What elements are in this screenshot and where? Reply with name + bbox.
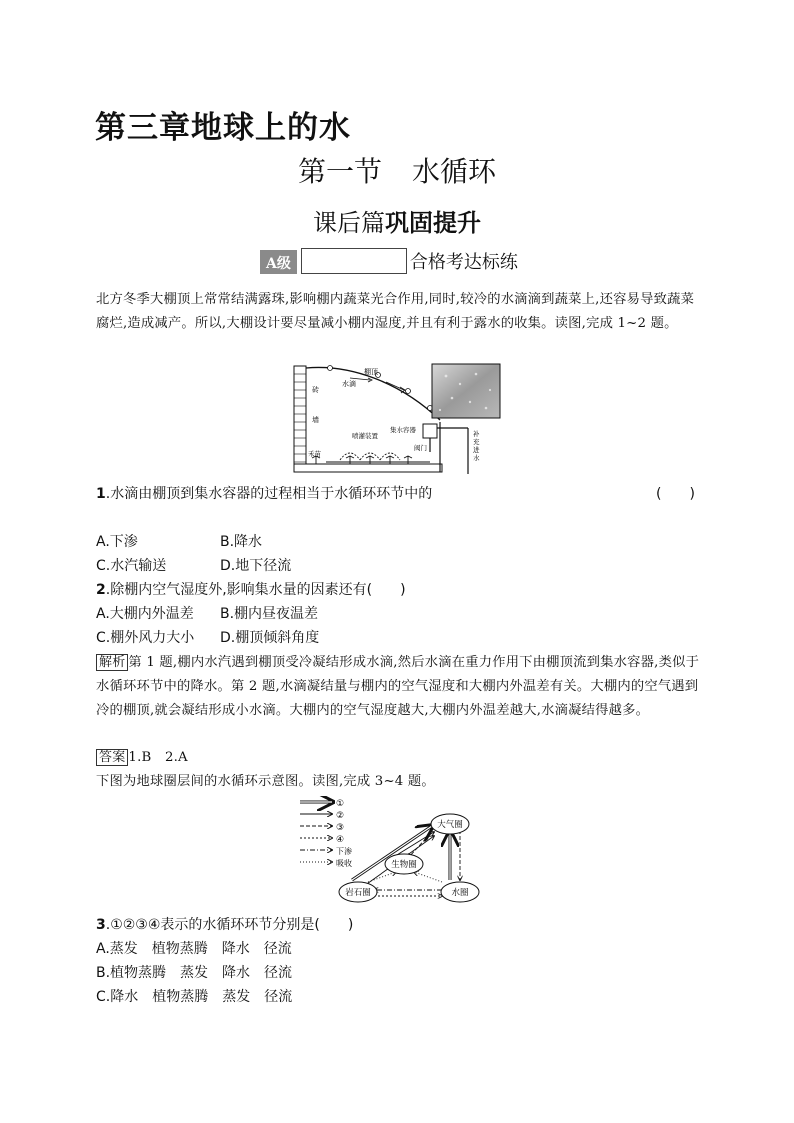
question-1-stem: .水滴由棚顶到集水容器的过程相当于水循环环节中的 xyxy=(105,486,433,502)
q3-option-a: A.蒸发 植物蒸腾 降水 径流 xyxy=(96,941,292,957)
ground xyxy=(294,464,442,472)
node-atmosphere-label: 大气圈 xyxy=(437,820,463,830)
level-heading xyxy=(260,246,518,274)
label-seedling: 禾苗 xyxy=(308,450,321,458)
droplet xyxy=(406,389,411,394)
q2-option-a: A.大棚内外温差 xyxy=(96,606,194,622)
label-droplet: 水滴 xyxy=(342,380,356,388)
collector-box xyxy=(423,424,437,438)
label-wall-2: 墙 xyxy=(312,416,319,424)
analysis-text: 第 1 题,棚内水汽遇到棚顶受冷凝结形成水滴,然后水滴在重力作用下由棚顶流到集水容器,类似于水循环环节中的降水。第 2 题,水滴凝结量与棚内的空气湿度和大棚内外温差有关。大棚内的空气遇到冷的棚顶,就会凝结形成小水滴。大棚内的空气湿度越大,大棚内外温差越大,水滴凝结得越多。 xyxy=(96,655,700,718)
subtitle-normal: 课后篇 xyxy=(313,209,385,237)
answer-text: 1.B 2.A xyxy=(128,750,188,765)
q2-option-c: C.棚外风力大小 xyxy=(96,630,195,646)
question-1-number: 1 xyxy=(96,486,106,502)
question-2 xyxy=(96,579,406,599)
question-1-answer-paren: ( ) xyxy=(656,486,695,502)
q3-option-c: C.降水 植物蒸腾 蒸发 径流 xyxy=(96,989,293,1005)
water-cycle-sphere-diagram xyxy=(296,796,496,908)
greenhouse-diagram xyxy=(290,362,506,476)
q1-option-b: B.降水 xyxy=(220,534,263,550)
intro-paragraph-1: 北方冬季大棚顶上常常结满露珠,影响棚内蔬菜光合作用,同时,较冷的水滴滴到蔬菜上,还容易导致蔬菜腐烂,造成减产。所以,大棚设计要尽量减小棚内湿度,并且有利于露水的收集。读图,完成 1~2 题。 xyxy=(96,292,695,331)
label-inlet-3: 进 xyxy=(473,446,480,454)
answer-block xyxy=(96,746,700,770)
label-wall-1: 砖 xyxy=(312,386,319,394)
level-blank-box xyxy=(301,248,407,274)
label-inlet-4: 水 xyxy=(473,454,480,462)
q1-option-c: C.水汽输送 xyxy=(96,558,167,574)
analysis-block xyxy=(96,651,700,723)
q1-option-d: D.地下径流 xyxy=(220,558,292,574)
legend-label-4: ④ xyxy=(336,835,345,845)
node-lithosphere-label: 岩石圈 xyxy=(345,888,371,898)
label-inlet-1: 补 xyxy=(473,430,480,438)
label-roof: 棚顶 xyxy=(364,368,378,376)
legend xyxy=(300,799,352,868)
label-sprayer: 喷灌装置 xyxy=(352,432,378,440)
q1-option-a: A.下渗 xyxy=(96,534,138,550)
node-biosphere-label: 生物圈 xyxy=(391,860,417,870)
question-2-stem: .除棚内空气湿度外,影响集水量的因素还有( ) xyxy=(105,582,406,598)
q2-option-b: B.棚内昼夜温差 xyxy=(220,606,319,622)
legend-label-absorption: 吸收 xyxy=(336,859,352,868)
question-3-stem: .①②③④表示的水循环环节分别是( ) xyxy=(105,917,354,933)
legend-label-infiltration: 下渗 xyxy=(336,847,352,856)
subtitle-bold: 巩固提升 xyxy=(385,209,481,237)
question-3 xyxy=(96,914,353,934)
analysis-tag: 解析 xyxy=(96,654,128,671)
legend-label-2: ② xyxy=(336,811,345,821)
question-2-number: 2 xyxy=(96,582,106,598)
section-number: 第一节 xyxy=(297,155,382,188)
label-valve: 阀门 xyxy=(414,444,427,452)
section-name: 水循环 xyxy=(412,155,497,188)
intro-paragraph-2: 下图为地球圈层间的水循环示意图。读图,完成 3~4 题。 xyxy=(96,774,435,789)
section-title xyxy=(0,150,794,190)
answer-tag: 答案 xyxy=(96,749,128,766)
q2-option-d: D.棚顶倾斜角度 xyxy=(220,630,320,646)
legend-label-3: ③ xyxy=(336,823,345,833)
seedlings xyxy=(312,456,412,464)
level-text: 合格考达标练 xyxy=(409,252,518,273)
label-collector: 集水容器 xyxy=(390,426,416,434)
legend-label-1: ① xyxy=(336,799,345,809)
question-3-number: 3 xyxy=(96,917,106,933)
label-inlet-2: 充 xyxy=(473,438,480,446)
level-badge: A级 xyxy=(260,250,297,274)
droplet xyxy=(328,366,333,371)
chapter-title: 第三章地球上的水 xyxy=(95,110,351,146)
subtitle xyxy=(0,203,794,238)
question-1 xyxy=(96,483,432,503)
q3-option-b: B.植物蒸腾 蒸发 降水 径流 xyxy=(96,965,293,981)
node-hydrosphere-label: 水圈 xyxy=(451,888,469,898)
